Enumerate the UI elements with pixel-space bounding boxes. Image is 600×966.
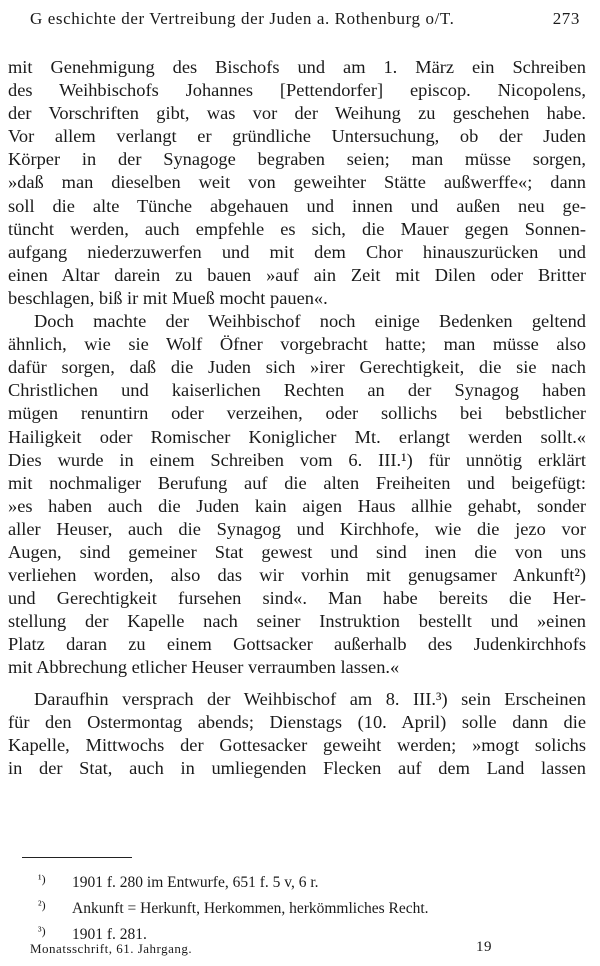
text-line: aller Heuser, auch die Synagog und Kirchhofe, wie die jezo vor	[8, 518, 586, 539]
text-line: »daß man dieselben weit von geweihter Stätte außwerffe«; dann	[8, 172, 586, 193]
body-text	[8, 56, 586, 780]
text-line: aufgang niederzuwerfen und mit dem Chor hinauszurücken und	[8, 241, 586, 262]
text-line: Augen, sind gemeiner Stat gewest und sind inen die von uns	[8, 541, 586, 562]
signature-mark: 19	[476, 939, 492, 955]
text-line: in der Stat, auch in umliegenden Flecken auf dem Land lassen	[8, 757, 586, 778]
text-line: dafür sorgen, daß die Juden sich »irer Gerechtigkeit, die sie nach	[8, 357, 586, 378]
running-title: G eschichte der Vertreibung der Juden a. Rothenburg o/T.	[30, 9, 455, 28]
text-line: Kapelle, Mittwochs der Gottesacker geweiht werden; »mogt solichs	[8, 734, 586, 755]
text-line: Körper in der Synagoge begraben seien; man müsse sorgen,	[8, 149, 586, 170]
paragraph	[8, 56, 586, 310]
text-line: ähnlich, wie sie Wolf Öfner vorgebracht hatte; man müsse also	[8, 334, 586, 355]
text-line: Doch machte der Weihbischof noch einige Bedenken geltend	[34, 311, 586, 332]
footnote	[38, 868, 578, 894]
text-line: »es haben auch die Juden kain aigen Haus allhie gehabt, sonder	[8, 495, 586, 516]
text-line: verliehen worden, also das wir vorhin mit genugsamer Ankunft²)	[8, 565, 586, 586]
text-line: und Gerechtigkeit fursehen sind«. Man habe bereits die Her-	[8, 588, 586, 609]
text-line: Christlichen und kaiserlichen Rechten an der Synagog haben	[8, 380, 586, 401]
text-line: einen Altar darein zu bauen »auf ain Zeit mit Dilen oder Britter	[8, 264, 586, 285]
footnote-text: Ankunft = Herkunft, Herkommen, herkömmliches Recht.	[72, 900, 429, 917]
text-line: mit Abbrechung etlicher Heuser verraumben lassen.«	[8, 657, 400, 678]
footnotes	[38, 868, 578, 946]
footnote-text: 1901 f. 280 im Entwurfe, 651 f. 5 v, 6 r.	[72, 874, 319, 891]
text-line: mit Genehmigung des Bischofs und am 1. März ein Schreiben	[8, 57, 586, 77]
footnote	[38, 894, 578, 920]
text-line: stellung der Kapelle nach seiner Instruktion bestellt und »einen	[8, 611, 586, 632]
text-line: tüncht werden, auch empfehle es sich, die Mauer gegen Sonnen-	[8, 218, 586, 239]
footnote-mark: ³)	[38, 924, 46, 938]
text-line: der Vorschriften gibt, was vor der Weihung zu geschehen habe.	[8, 103, 586, 124]
text-line: beschlagen, biß ir mit Mueß mocht pauen«.	[8, 287, 328, 308]
text-line: mügen renuntirn oder verzeihen, oder sollichs bei bebstlicher	[8, 403, 586, 424]
paragraph	[8, 310, 586, 680]
footnote-rule	[22, 857, 132, 858]
paragraph-gap	[8, 680, 586, 688]
text-line: Daraufhin versprach der Weihbischof am 8. III.³) sein Erscheinen	[34, 688, 586, 709]
paragraph	[8, 688, 586, 780]
page-footer	[30, 939, 520, 959]
footnote-mark: ¹)	[38, 872, 46, 886]
footnote-mark: ²)	[38, 898, 46, 912]
text-line: mit nochmaliger Berufung auf die alten Freiheiten und beigefügt:	[8, 472, 586, 493]
text-line: Hailigkeit oder Romischer Koniglicher Mt. erlangt werden sollt.«	[8, 426, 586, 447]
running-header	[30, 9, 580, 35]
journal-name: Monatsschrift, 61. Jahrgang.	[30, 941, 193, 956]
text-line: des Weihbischofs Johannes [Pettendorfer] episcop. Nicopolens,	[8, 80, 586, 101]
text-line: Vor allem verlangt er gründliche Untersuchung, ob der Juden	[8, 126, 586, 147]
footnote-text: 1901 f. 281.	[72, 926, 147, 943]
page-number: 273	[552, 9, 580, 28]
text-line: für den Ostermontag abends; Dienstags (10. April) solle dann die	[8, 711, 586, 732]
text-line: Platz daran zu einem Gottsacker außerhalb des Judenkirchhofs	[8, 634, 586, 655]
text-line: soll die alte Tünche abgehauen und innen und außen neu ge-	[8, 195, 586, 216]
text-line: Dies wurde in einem Schreiben vom 6. III.¹) für unnötig erklärt	[8, 449, 586, 470]
